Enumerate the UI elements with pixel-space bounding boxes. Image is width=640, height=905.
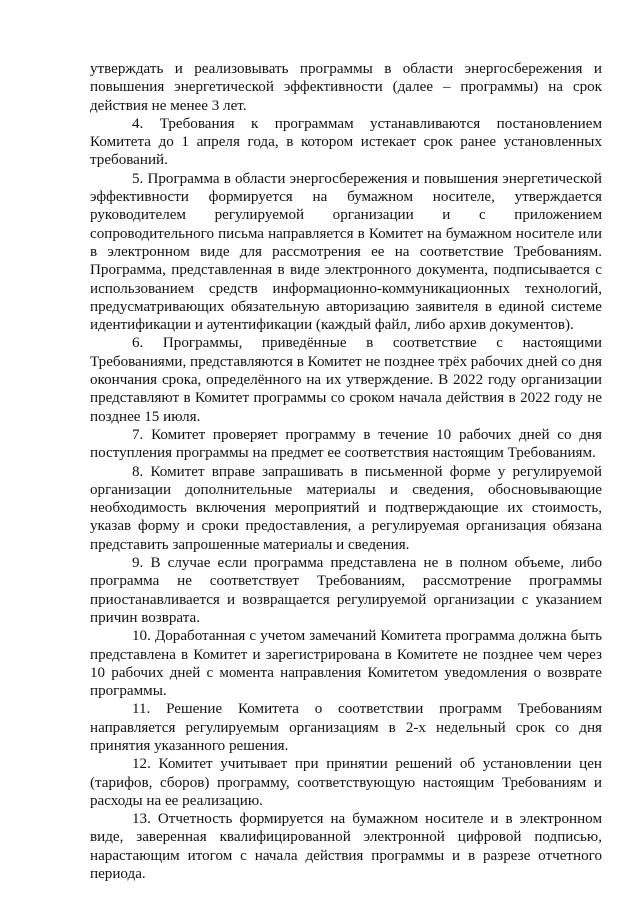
paragraph-item-4: 4. Требования к программам устанавливаются постановлением Комитета до 1 апреля года, в котором истекает срок ранее установленных требований. <box>90 115 602 169</box>
paragraph-item-8: 8. Комитет вправе запрашивать в письменной форме у регулируемой организации дополнительные материалы и сведения, обосновывающие необходимость включения мероприятий и подтверждающие их стоимость, указав форму и сроки предоставления, а регулируемая организация обязана представить запрошенные материалы и сведения. <box>90 463 602 553</box>
paragraph-item-13: 13. Отчетность формируется на бумажном носителе и в электронном виде, заверенная квалифицированной электронной цифровой подписью, нарастающим итогом с начала действия программы и в разрезе отчетного периода. <box>90 811 602 883</box>
paragraph-item-7: 7. Комитет проверяет программу в течение 10 рабочих дней со дня поступления программы на предмет ее соответствия настоящим Требованиям. <box>90 426 602 462</box>
document-page <box>90 60 602 883</box>
paragraph-continuation: утверждать и реализовывать программы в области энергосбережения и повышения энергетической эффективности (далее – программы) на срок действия не менее 3 лет. <box>90 61 602 114</box>
paragraph-item-5: 5. Программа в области энергосбережения и повышения энергетической эффективности формируется на бумажном носителе, утверждается руководителем регулируемой организации и с приложением сопроводительного письма направляется в Комитет на бумажном носителе или в электронном виде для рассмотрения ее на соответствие Требованиям. Программа, представленная в виде электронного документа, подписывается с использованием средств информационно-коммуникационных технологий, предусматривающих обязательную авторизацию заявителя в единой системе идентификации и аутентификации (каждый файл, либо архив документов). <box>90 170 602 334</box>
paragraph-item-10: 10. Доработанная с учетом замечаний Комитета программа должна быть представлена в Комитет и зарегистрирована в Комитете не позднее чем через 10 рабочих дней с момента направления Комитетом уведомления о возврате программы. <box>90 628 602 700</box>
paragraph-item-12: 12. Комитет учитывает при принятии решений об установлении цен (тарифов, сборов) программу, соответствующую настоящим Требованиям и расходы на ее реализацию. <box>90 756 602 809</box>
paragraph-item-9: 9. В случае если программа представлена не в полном объеме, либо программа не соответствует Требованиям, рассмотрение программы приостанавливается и возвращается регулируемой организации с указанием причин возврата. <box>90 555 602 626</box>
paragraph-item-6: 6. Программы, приведённые в соответствие с настоящими Требованиями, представляются в Комитет не позднее трёх рабочих дней со дня окончания срока, определённого на их утверждение. В 2022 году организации представляют в Комитет программы со сроком начала действия в 2022 году не позднее 15 июля. <box>90 335 602 425</box>
paragraph-item-11: 11. Решение Комитета о соответствии программ Требованиям направляется регулируемым организациям в 2-х недельный срок со дня принятия указанного решения. <box>90 701 602 754</box>
